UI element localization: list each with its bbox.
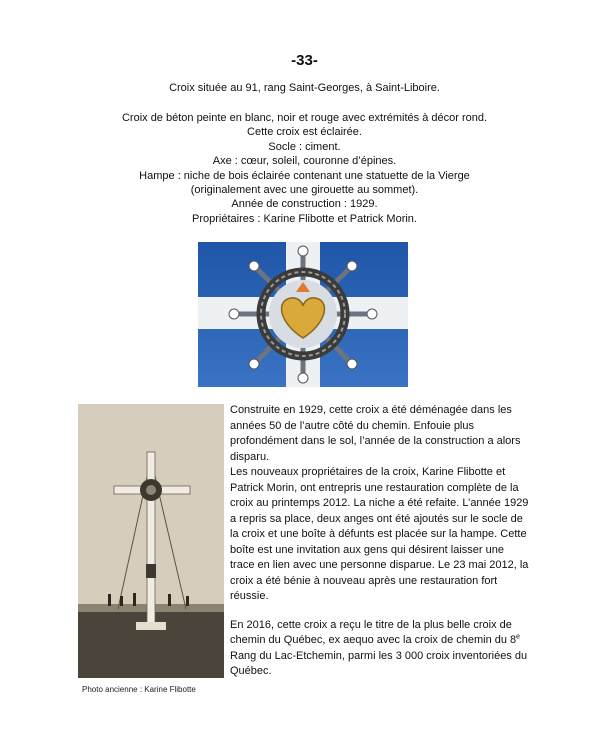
photo-credit: Photo ancienne : Karine Flibotte xyxy=(82,685,196,694)
description-line: (originalement avec une girouette au sommet). xyxy=(190,184,419,197)
location-line: Croix située au 91, rang Saint-Georges, à Saint-Liboire. xyxy=(169,82,440,94)
history-paragraph-2: Les nouveaux propriétaires de la croix, Karine Flibotte et Patrick Morin, ont entrepris une restauration complète de la croix au printemps 2012. La niche a été refaite. L’année 1929 a repris sa place, deux anges ont été ajoutés sur le socle de la croix et une boîte à défunts est placée sur la hampe. Cette boîte est une invitation aux gens qui désirent laisser une trace en lien avec une personne disparue. Le 23 mai 2012, la croix a été bénie à nouveau après une restauration fort réussie. xyxy=(230,466,529,602)
history-paragraph-1: Construite en 1929, cette croix a été déménagée dans les années 50 de l’autre côté du chemin. Enfouie plus profondément dans le sol, l’année de la construction a alors disparu. xyxy=(230,404,521,463)
description-line: Cette croix est éclairée. xyxy=(247,126,362,139)
description-line: Axe : cœur, soleil, couronne d’épines. xyxy=(212,155,397,168)
description-line: Hampe : niche de bois éclairée contenant une statuette de la Vierge xyxy=(139,169,470,182)
cross-description xyxy=(0,111,609,226)
description-line: Socle : ciment. xyxy=(268,140,341,153)
description-line: Croix de béton peinte en blanc, noir et rouge avec extrémités à décor rond. xyxy=(121,112,488,124)
history-paragraph xyxy=(230,403,530,605)
award-paragraph xyxy=(230,618,530,680)
history-text xyxy=(230,403,530,693)
page-number: -33- xyxy=(291,52,318,69)
award-text-start: En 2016, cette croix a reçu le titre de la plus belle croix de chemin du Québec, ex aequo avec la croix de chemin du 8 xyxy=(230,618,517,646)
description-line: Année de construction : 1929. xyxy=(231,198,378,211)
old-cross-illustration xyxy=(78,404,224,678)
cross-detail-illustration xyxy=(198,242,408,387)
old-photograph xyxy=(78,404,224,678)
ordinal-superscript: e xyxy=(516,633,521,641)
award-text-end: Rang du Lac-Etchemin, parmi les 3 000 croix inventoriées du Québec. xyxy=(230,649,528,677)
cross-detail-photo xyxy=(198,242,408,387)
description-line: Propriétaires : Karine Flibotte et Patrick Morin. xyxy=(192,212,417,225)
